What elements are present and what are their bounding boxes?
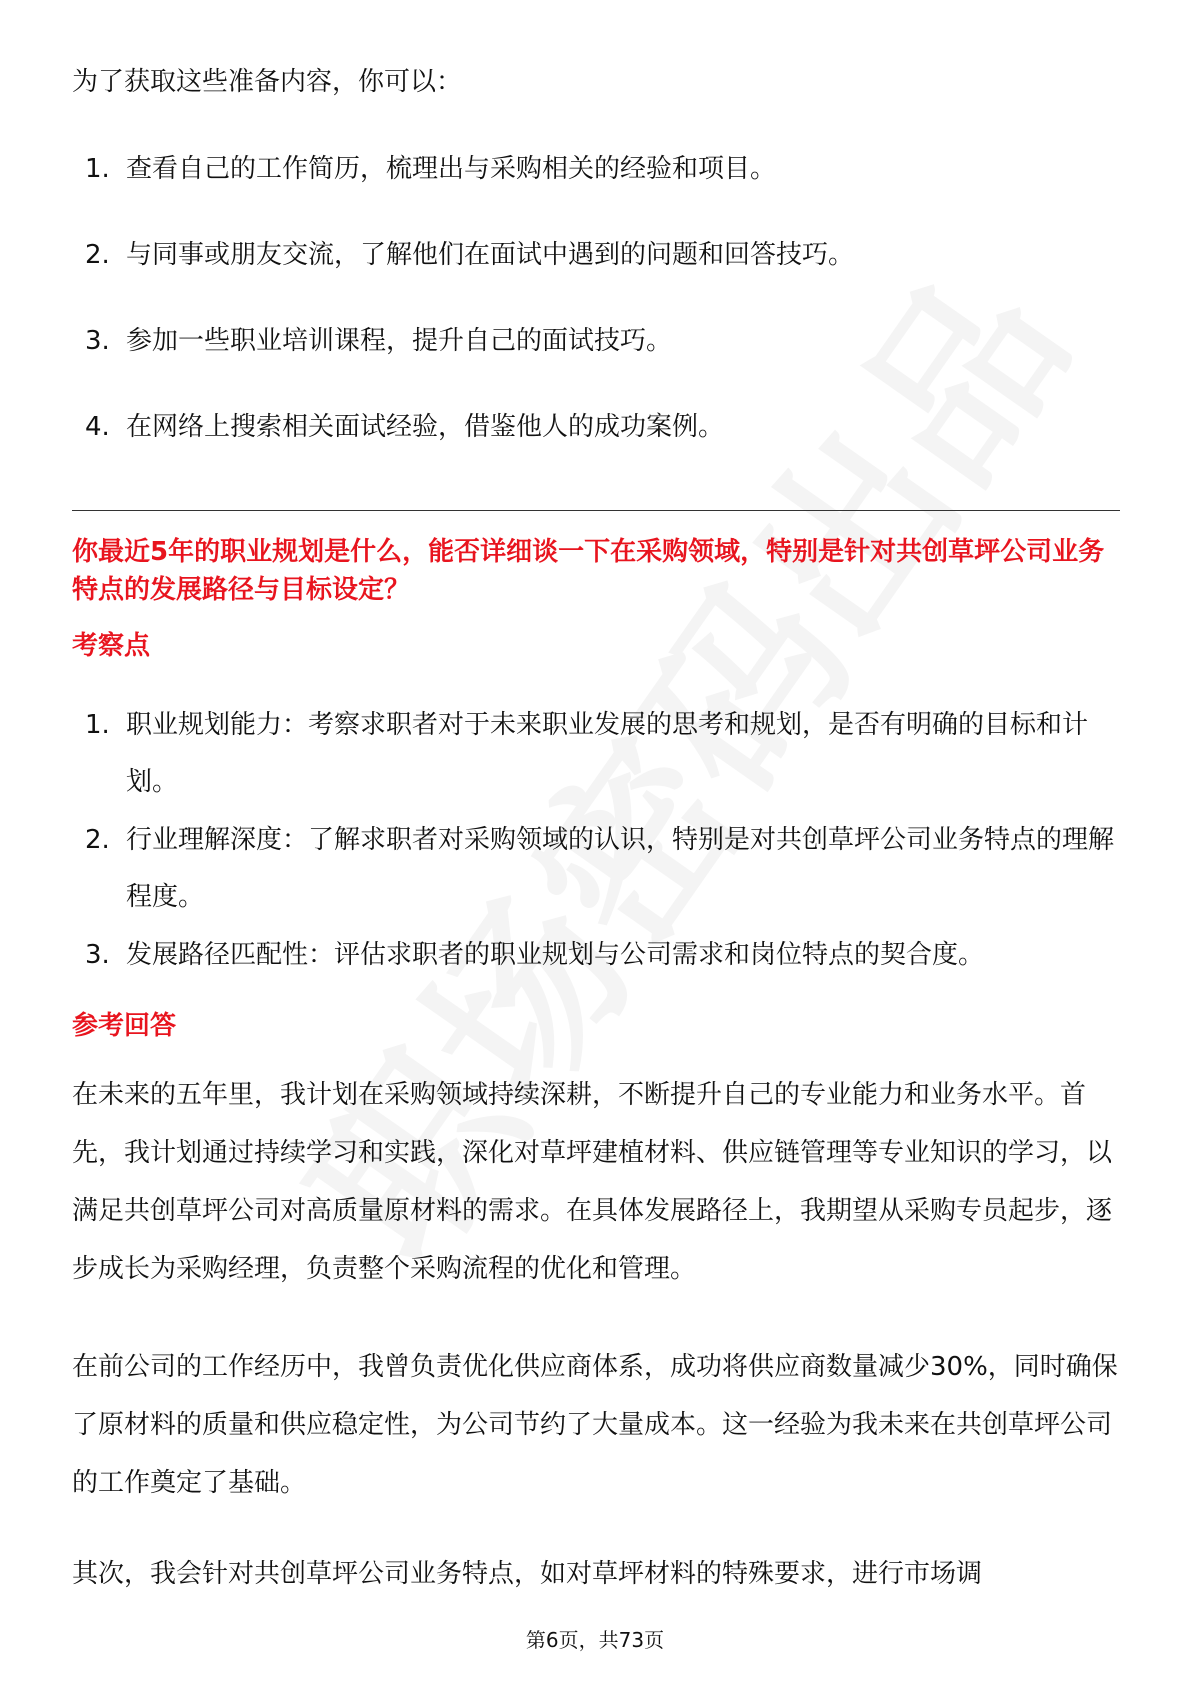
question-title: 你最近5年的职业规划是什么，能否详细谈一下在采购领域，特别是针对共创草坪公司业务特点的发展路径与目标设定？: [72, 537, 1105, 605]
list-number: 3.: [85, 940, 110, 970]
list-item: [72, 312, 1120, 398]
list-text: 查看自己的工作简历，梳理出与采购相关的经验和项目。: [126, 154, 777, 184]
list-text: 参加一些职业培训课程，提升自己的面试技巧。: [126, 326, 673, 356]
points-list: [72, 697, 1120, 985]
answer-paragraph: 在前公司的工作经历中，我曾负责优化供应商体系，成功将供应商数量减少30%，同时确保了原材料的质量和供应稳定性，为公司节约了大量成本。这一经验为我未来在共创草坪公司的工作奠定了基础。: [72, 1352, 1118, 1498]
list-text: 行业理解深度：了解求职者对采购领域的认识，特别是对共创草坪公司业务特点的理解程度。: [126, 825, 1115, 912]
section-divider: [72, 510, 1120, 511]
list-item: [72, 697, 1120, 811]
list-text: 职业规划能力：考察求职者对于未来职业发展的思考和规划，是否有明确的目标和计划。: [126, 710, 1089, 797]
intro-text: 为了获取这些准备内容，你可以：: [72, 67, 463, 97]
page-footer: 第6页，共73页: [525, 1628, 665, 1652]
list-text: 发展路径匹配性：评估求职者的职业规划与公司需求和岗位特点的契合度。: [126, 940, 985, 970]
answer-paragraph: 在未来的五年里，我计划在采购领域持续深耕，不断提升自己的专业能力和业务水平。首先，我计划通过持续学习和实践，深化对草坪建植材料、供应链管理等专业知识的学习，以满足共创草坪公司对高质量原材料的需求。在具体发展路径上，我期望从采购专员起步，逐步成长为采购经理，负责整个采购流程的优化和管理。: [72, 1080, 1113, 1284]
list-number: 1.: [85, 710, 110, 740]
list-item: [72, 812, 1120, 926]
list-text: 与同事或朋友交流，了解他们在面试中遇到的问题和回答技巧。: [126, 240, 855, 270]
list-item: [72, 226, 1120, 312]
list-item: [72, 398, 1120, 484]
answer-paragraph: 其次，我会针对共创草坪公司业务特点，如对草坪材料的特殊要求，进行市场调: [72, 1559, 983, 1589]
list-number: 1.: [85, 154, 110, 184]
list-item: [72, 927, 1120, 984]
list-number: 2.: [85, 825, 110, 855]
list-number: 4.: [85, 412, 110, 442]
points-heading: 考察点: [72, 631, 151, 661]
list-number: 2.: [85, 240, 110, 270]
prep-list: [72, 140, 1120, 484]
list-number: 3.: [85, 326, 110, 356]
answer-heading: 参考回答: [72, 1011, 177, 1041]
list-text: 在网络上搜索相关面试经验，借鉴他人的成功案例。: [126, 412, 725, 442]
list-item: [72, 140, 1120, 226]
